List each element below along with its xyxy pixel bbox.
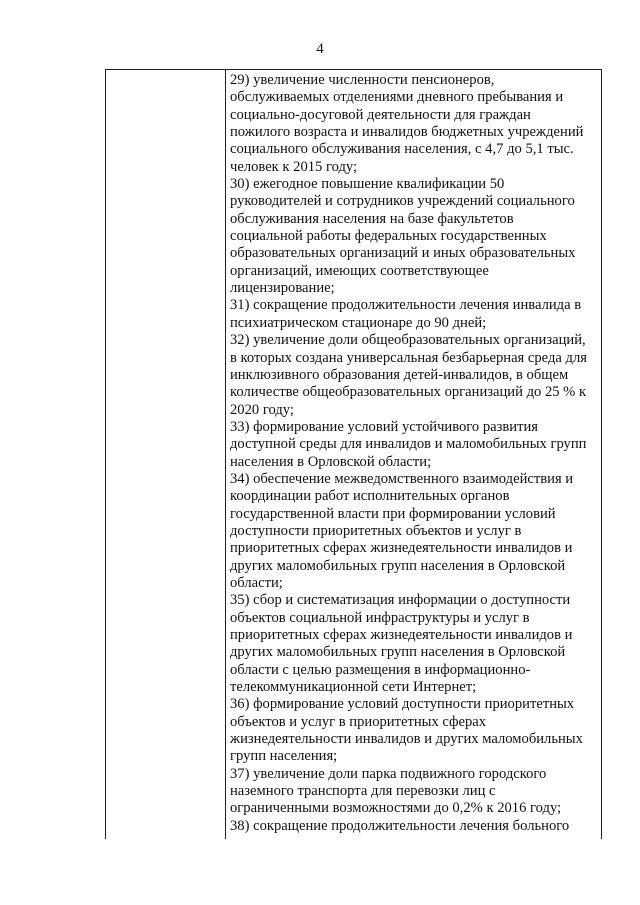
text-line: 33) формирование условий устойчивого развития xyxy=(230,418,539,435)
text-line: в которых создана универсальная безбарьерная среда для xyxy=(230,349,587,366)
text-line: области; xyxy=(230,574,283,591)
text-line: обслуживания населения на базе факультетов xyxy=(230,210,514,227)
text-line: государственной власти при формировании условий xyxy=(230,505,556,522)
text-line: образовательных организаций и иных образовательных xyxy=(230,245,576,262)
text-line: количестве общеобразовательных организаций до 25 % к xyxy=(230,384,587,401)
text-line: 2020 году; xyxy=(230,401,294,418)
text-line: 32) увеличение доли общеобразовательных организаций, xyxy=(230,332,586,349)
text-line: 37) увеличение доли парка подвижного городского xyxy=(230,765,547,782)
text-line: наземного транспорта для перевозки лиц с xyxy=(230,783,496,800)
content-cell xyxy=(230,72,595,835)
text-line: объектов социальной инфраструктуры и услуг в xyxy=(230,609,530,626)
text-line: 29) увеличение численности пенсионеров, xyxy=(230,72,495,88)
text-line: социального обслуживания населения, с 4,7 до 5,1 тыс. xyxy=(230,141,574,158)
text-line: приоритетных сферах жизнедеятельности инвалидов и xyxy=(230,540,573,557)
text-line: инклюзивного образования детей-инвалидов, в общем xyxy=(230,366,569,383)
text-line: населения в Орловской области; xyxy=(230,453,432,470)
text-line: других маломобильных групп населения в Орловской xyxy=(230,557,566,574)
text-line: жизнедеятельности инвалидов и других маломобильных xyxy=(230,731,583,748)
text-line: приоритетных сферах жизнедеятельности инвалидов и xyxy=(230,627,573,643)
text-line: 31) сокращение продолжительности лечения инвалида в xyxy=(230,297,582,314)
text-line: 38) сокращение продолжительности лечения больного xyxy=(230,817,570,834)
document-table xyxy=(105,69,602,839)
text-line: области с целью размещения в информационно- xyxy=(230,661,531,678)
text-line: социально-досуговой деятельности для граждан xyxy=(230,106,531,123)
text-line: лицензирование; xyxy=(230,280,335,297)
page-number: 4 xyxy=(316,41,324,57)
text-line: 34) обеспечение межведомственного взаимодействия и xyxy=(230,470,574,487)
text-line: психиатрическом стационаре до 90 дней; xyxy=(230,314,487,331)
column-divider xyxy=(225,70,226,839)
text-line: других маломобильных групп населения в Орловской xyxy=(230,644,566,661)
text-line: групп населения; xyxy=(230,748,338,765)
text-line: координации работ исполнительных органов xyxy=(230,488,510,505)
text-line: человек к 2015 году; xyxy=(230,158,358,175)
text-line: объектов и услуг в приоритетных сферах xyxy=(230,713,487,730)
text-line: организаций, имеющих соответствующее xyxy=(230,262,489,279)
text-line: доступной среды для инвалидов и маломобильных групп xyxy=(230,436,587,453)
text-line: пожилого возраста и инвалидов бюджетных учреждений xyxy=(230,124,584,141)
text-line: 35) сбор и систематизация информации о доступности xyxy=(230,592,571,609)
text-line: руководителей и сотрудников учреждений социального xyxy=(230,193,575,210)
text-line: обслуживаемых отделениями дневного пребывания и xyxy=(230,89,564,106)
text-line: ограниченными возможностями до 0,2% к 2016 году; xyxy=(230,800,562,817)
text-line: 30) ежегодное повышение квалификации 50 xyxy=(230,176,505,193)
text-line: телекоммуникационной сети Интернет; xyxy=(230,679,477,696)
text-line: социальной работы федеральных государственных xyxy=(230,228,547,245)
text-line: доступности приоритетных объектов и услуг в xyxy=(230,522,522,539)
text-line: 36) формирование условий доступности приоритетных xyxy=(230,696,575,713)
